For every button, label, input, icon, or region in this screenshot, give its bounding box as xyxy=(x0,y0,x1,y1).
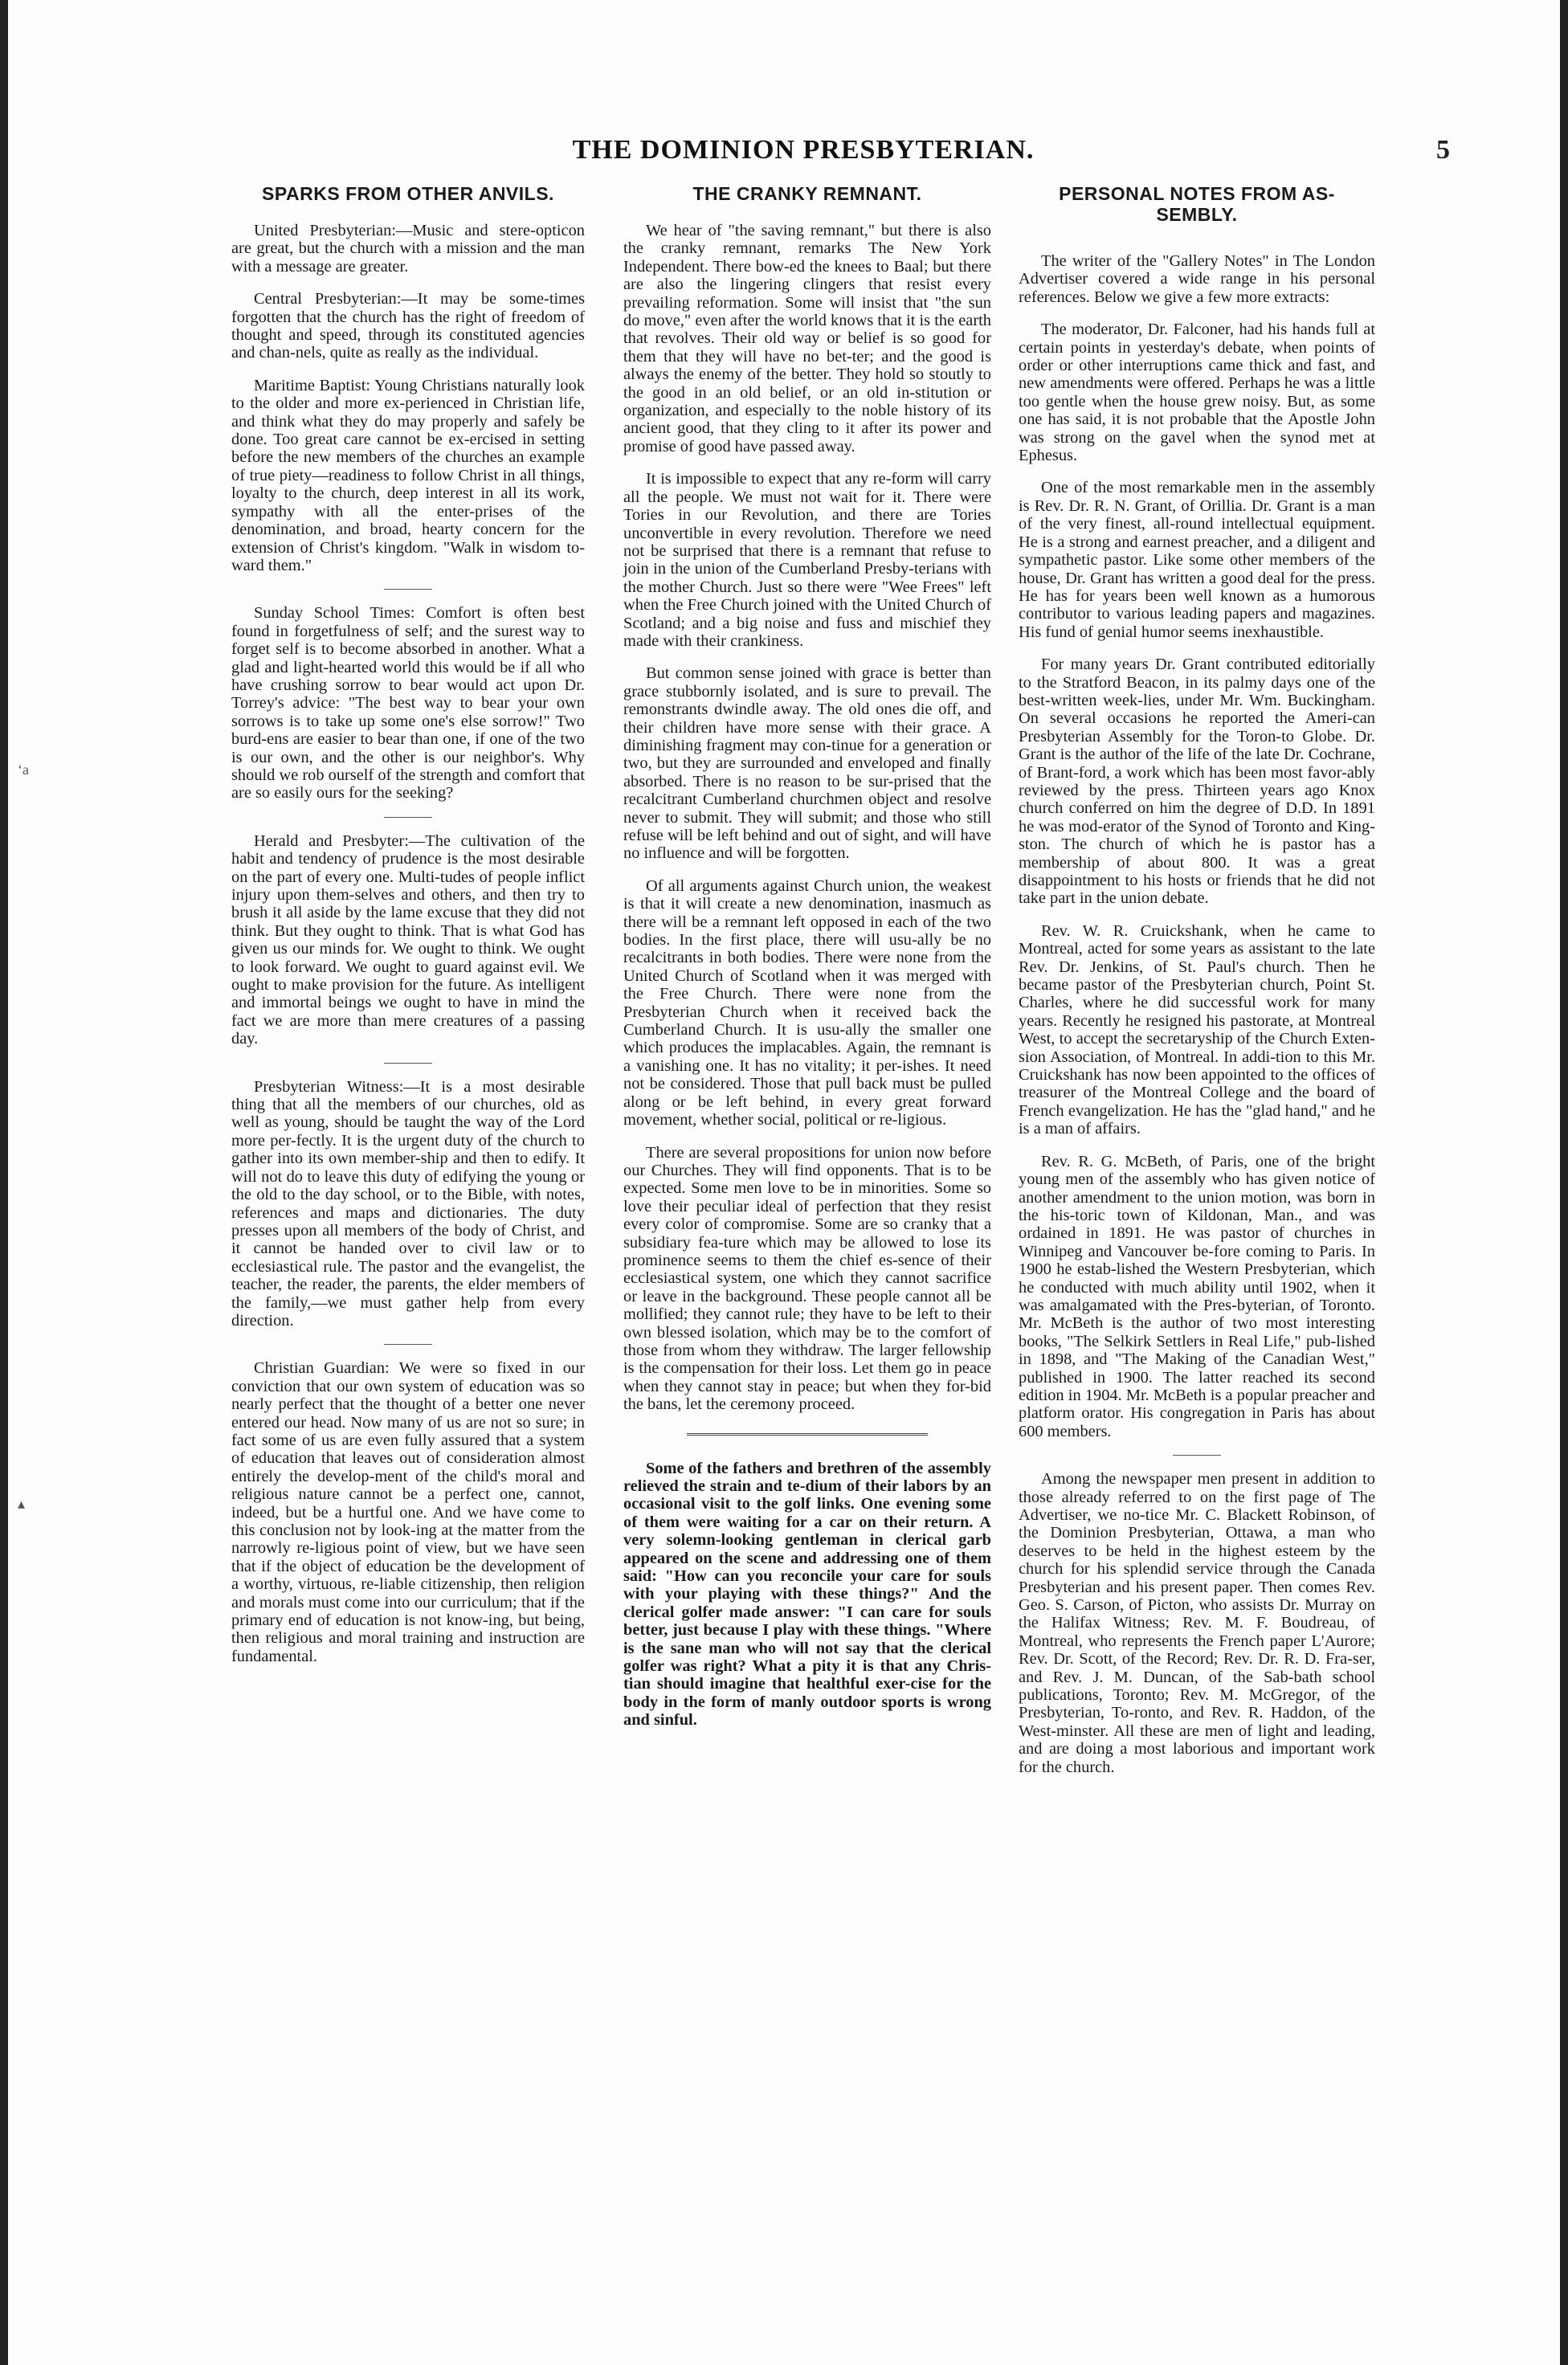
section-rule xyxy=(384,1063,432,1064)
article-paragraph: Sunday School Times: Comfort is often best found in forgetfulness of self; and the surest way to forget self is to become absorbed in another. What a glad and light-hearted world this would be if all who have crushing sorrow to bear would act upon Dr. Torrey's advice: "The best way to bear your own sorrows is to take up some one's else sorrow!" Two burd-ens are easier to bear than one, if one of the two is our own, and the other is our neighbor's. Why should we rob ourself of the strength and comfort that are so easily ours for the seeking? xyxy=(231,604,585,803)
column-heading: SPARKS FROM OTHER ANVILS. xyxy=(262,183,554,204)
article-paragraph: We hear of "the saving remnant," but there is also the cranky remnant, remarks The New York Independent. There bow-ed the knees to Baal; but there are also the lingering clingers that resist every prevailing reformation. Some will insist that "the sun do move," even after the world knows that it is the earth that revolves. Their old way or belief is so good for them that they will have no bet-ter; and the good is always the enemy of the better. They hold so stoutly to the good in an old belief, or an old in-stitution or organization, and especially to the noble history of its ancient good, that they cling to it after its power and promise of good have passed away. xyxy=(623,222,991,455)
article-paragraph: United Presbyterian:—Music and stere-opticon are great, but the church with a mission and the man with a message are greater. xyxy=(231,222,585,276)
section-rule xyxy=(384,1344,432,1345)
column-heading: PERSONAL NOTES FROM AS-SEMBLY. xyxy=(1059,183,1335,225)
article-paragraph: One of the most remarkable men in the assembly is Rev. Dr. R. N. Grant, of Orillia. Dr. Grant is a man of the very finest, all-round intellectual equipment. He is a strong and earnest preacher, and a diligent and sympathetic pastor. Like some other members of the house, Dr. Grant has written a good deal for the press. He has for years been well known as a humorous contributor to various leading papers and magazines. His fund of genial humor seems inexhaustible. xyxy=(1019,479,1375,641)
column-heading: THE CRANKY REMNANT. xyxy=(692,183,922,204)
article-paragraph: Rev. W. R. Cruickshank, when he came to Montreal, acted for some years as assistant to the late Rev. Dr. Jenkins, of St. Paul's church. Then he became pastor of the Presbyterian church, Point St. Charles, where he did successful work for many years. Recently he resigned his pastorate, at Montreal West, to accept the secretaryship of the Church Exten-sion Association, of Montreal. In addi-tion to this Mr. Cruickshank has now been appointed to the offices of treasurer of the Montreal College and the board of French evangelization. He has the "glad hand," and he is a man of affairs. xyxy=(1019,921,1375,1138)
article-paragraph: Herald and Presbyter:—The cultivation of the habit and tendency of prudence is the most desirable on the part of every one. Multi-tudes of people inflict injury upon them-selves and others, and then try to brush it all aside by the lame excuse that they did not think. But they ought to think. That is what God has given us our minds for. We ought to think. We ought to look forward. We ought to guard against evil. We ought to make provision for the future. As intelligent and immortal beings we ought to have in mind the fact we are more than mere creatures of a passing day. xyxy=(231,831,585,1048)
article-paragraph: It is impossible to expect that any re-form will carry all the people. We must not wait for it. There were Tories in our Revolution, and there are Tories unconvertible in every revolution. Therefore we need not be surprised that there is a remnant that refuse to join in the union of the Cumberland Presby-terians with the mother Church. Just so there were "Wee Frees" left when the Free Church joined with the United Church of Scotland; and a big noise and fuss and mischief they made with their crankiness. xyxy=(623,470,991,650)
scan-edge-left xyxy=(0,0,8,2365)
article-paragraph: Among the newspaper men present in addition to those already referred to on the first page of The Advertiser, we no-tice Mr. C. Blackett Robinson, of the Dominion Presbyterian, Ottawa, a man who deserves to be held in the highest esteem by the church for his splendid service through the Canada Presbyterian and his present paper. Then comes Rev. Geo. S. Carson, of Picton, who assists Dr. Murray on the Halifax Witness; Rev. M. F. Boudreau, of Montreal, who represents the French paper L'Aurore; Rev. Dr. Scott, of the Record; Rev. Dr. R. D. Fra-ser, and Rev. J. M. Duncan, of the Sab-bath school publications, Toronto; Rev. M. McGregor, of the Presbyterian, To-ronto, and Rev. R. Haddon, of the West-minster. All these are men of light and leading, and are doing a most laborious and important work for the church. xyxy=(1019,1470,1375,1776)
article-paragraph: Of all arguments against Church union, the weakest is that it will create a new denomination, inasmuch as there will be a remnant left opposed in each of the two bodies. In the first place, there will usu-ally be no recalcitrants in both bodies. There were none from the United Church of Scotland when it was merged with the Free Church. There were none from the Presbyterian Church when it received back the Cumberland Church. It is usu-ally the smaller one which produces the implacables. Again, the remnant is a vanishing one. It has no vitality; it per-ishes. It need not be considered. Those that pull back must be pulled along or be left behind, in every great forward movement, whether social, political or re-ligious. xyxy=(623,876,991,1129)
article-paragraph: There are several propositions for union now before our Churches. They will find opponents. That is to be expected. Some men love to be in minorities. Some so love their peculiar ideal of perfection that they resist every color of compromise. Some are so cranky that a subsidiary fea-ture which may be allowed to lose its prominence seems to them the chief es-sence of their ecclesiastical system, one which they cannot sacrifice or leave in the background. These people cannot all be mollified; they cannot rule; they have to be left to their own blessed isolation, which may be to the comfort of those from whom they withdraw. The larger fellowship is the compensation for their loss. Let them go in peace when they cannot stay in peace; but when they for-bid the bans, let the ceremony proceed. xyxy=(623,1143,991,1414)
margin-mark: ▴ xyxy=(18,1496,26,1512)
column-sparks-from-other-anvils xyxy=(231,183,585,1680)
article-paragraph: Rev. R. G. McBeth, of Paris, one of the bright young men of the assembly who has given notice of another amendment to the union motion, was born in the his-toric town of Kildonan, Man., and was ordained in 1891. He was pastor of churches in Winnipeg and Vancouver be-fore coming to Paris. In 1900 he estab-lished the Western Presbyterian, which he conducted with much ability until 1902, when it was amalgamated with the Pres-byterian, of Toronto. Mr. McBeth is the author of two most interesting books, "The Selkirk Settlers in Real Life," pub-lished in 1898, and "The Making of the Canadian West," published in 1900. The latter reached its second edition in 1904. Mr. McBeth is a popular preacher and platform orator. His congregation in Paris has about 600 members. xyxy=(1019,1152,1375,1440)
column-personal-notes xyxy=(1019,183,1375,1791)
article-paragraph: Christian Guardian: We were so fixed in our conviction that our own system of education was so nearly perfect that the thought of a better one never entered our head. Now many of us are not so sure; in fact some of us are even fully assured that a system of education that leaves out of consideration almost entirely the develop-ment of the child's moral and religious nature cannot be a perfect one, cannot, indeed, but be a hurtful one. And we have come to this conclusion not by look-ing at the matter from the narrowly re-ligious point of view, but we have seen that if the object of education be the development of a worthy, virtuous, re-liable citizenship, then religion and morals must come into our curriculum; that if the primary end of education is not know-ing, but being, then religious and moral training and instruction are fundamental. xyxy=(231,1359,585,1665)
article-paragraph: The writer of the "Gallery Notes" in The London Advertiser covered a wide range in his personal references. Below we give a few more extracts: xyxy=(1019,252,1375,306)
article-paragraph: Presbyterian Witness:—It is a most desirable thing that all the members of our churches, old as well as young, should be taught the way of the Lord more per-fectly. It is the urgent duty of the church to gather into its own member-ship and then to edify. It will not do to leave this duty of edifying the young or the old to the day school, or to the Bible, with notes, references and maps and dictionaries. The duty presses upon all members of the body of Christ, and it cannot be handed over to civil law or to ecclesiastical rule. The pastor and the evangelist, the teacher, the reader, the parents, the elder members of the family,—we must gather help from every direction. xyxy=(231,1077,585,1330)
article-paragraph: Maritime Baptist: Young Christians naturally look to the older and more ex-perienced in Christian life, and think what they do may properly and safely be done. Too great care cannot be ex-ercised in setting before the new members of the churches an example of true piety—readiness to follow Christ in all things, loyalty to the church, deep interest in all its work, sympathy with all the enter-prises of the denomination, and broad, hearty concern for the extension of Christ's kingdom. "Walk in wisdom to-ward them." xyxy=(231,376,585,574)
section-rule xyxy=(687,1433,928,1436)
scan-edge-right xyxy=(1560,0,1568,2365)
article-paragraph: But common sense joined with grace is better than grace stubbornly isolated, and is sure to prevail. The remonstrants dwindle away. The old ones die off, and their children have more sense with their grace. A diminishing fragment may con-tinue for a generation or two, but they are surrounded and enveloped and finally absorbed. There is no reason to be sur-prised that the recalcitrant Cumberland churchmen object and resolve never to submit. They will submit; and those who still refuse will be left behind and out of sight, and will have no influence and will be forgotten. xyxy=(623,664,991,863)
article-paragraph: For many years Dr. Grant contributed editorially to the Stratford Beacon, in its palmy days one of the best-written week-lies, under Mr. Wm. Buckingham. On several occasions he reported the Ameri-can Presbyterian Assembly for the Toron-to Globe. Dr. Grant is the author of the life of the late Dr. Cochrane, of Brant-ford, a work which has been most favor-ably reviewed by the press. Thirteen years ago Knox church conferred on him the degree of D.D. In 1891 he was mod-erator of the Synod of Toronto and King-ston. The church of which he is pastor has a membership of about 800. It was a great disappointment to his hosts or friends that he did not take part in the union debate. xyxy=(1019,656,1375,908)
margin-mark: ʻa xyxy=(18,762,29,778)
section-rule xyxy=(1173,1455,1221,1456)
article-paragraph: Some of the fathers and brethren of the assembly relieved the strain and te-dium of their labors by an occasional visit to the golf links. One evening some of them were waiting for a car on their return. A very solemn-looking gentleman in clerical garb appeared on the scene and addressing one of them said: "How can you reconcile your care for souls with your playing with these things?" And the clerical golfer made answer: "I can care for souls better, just because I play with these things. "Where is the sane man who will not say that the clerical golfer was right? What a pity it is that any Chris-tian should imagine that healthful exer-cise for the body in the form of manly outdoor sports is wrong and sinful. xyxy=(623,1459,991,1730)
masthead: THE DOMINION PRESBYTERIAN. xyxy=(572,135,1035,165)
article-paragraph: The moderator, Dr. Falconer, had his hands full at certain points in yesterday's debate, when points of order or other interruptions came thick and fast, and new amendments were offered. Perhaps he was a little too gentle when the house grew noisy. But, as some one has said, it is not probable that the Apostle John was strong on the gavel when the synod met at Ephesus. xyxy=(1019,321,1375,465)
section-rule xyxy=(384,817,432,818)
column-cranky-remnant xyxy=(623,183,991,1744)
page-number: 5 xyxy=(1436,135,1450,165)
section-rule xyxy=(384,589,432,590)
article-paragraph: Central Presbyterian:—It may be some-times forgotten that the church has the right of freedom of thought and speed, through its constituted agencies and chan-nels, quite as really as the individual. xyxy=(231,290,585,362)
